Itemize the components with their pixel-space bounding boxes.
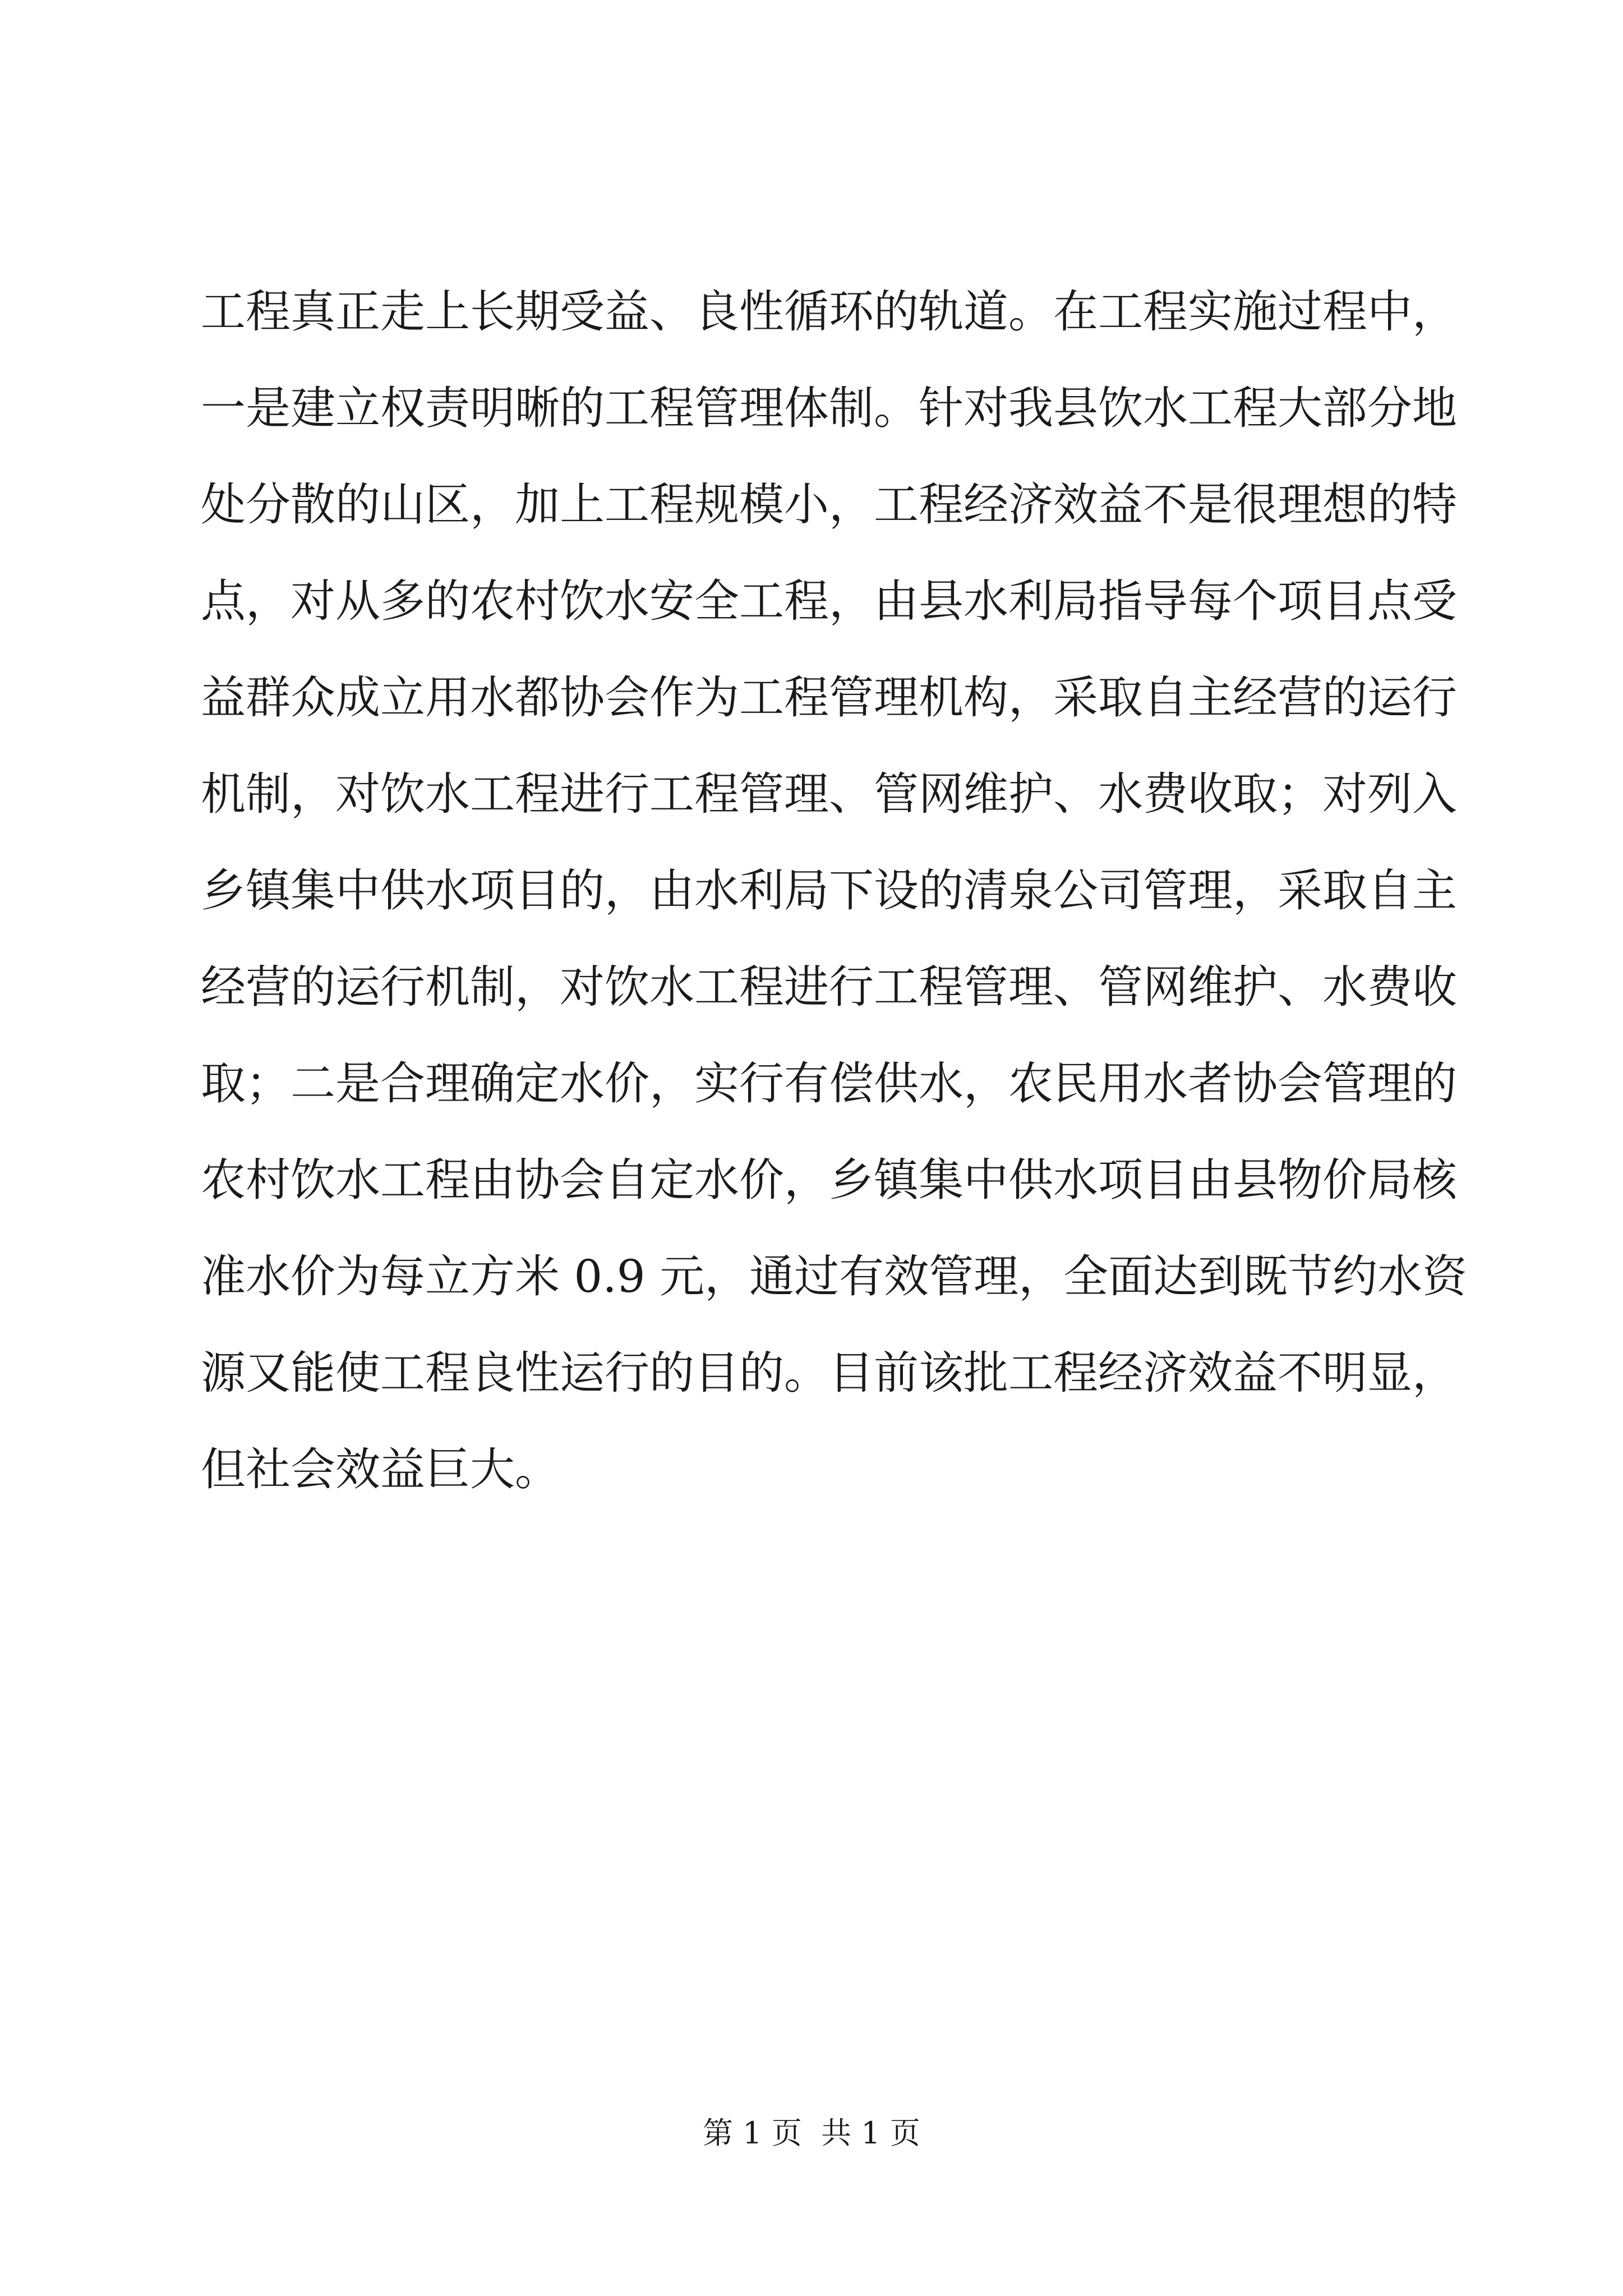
text-line: 处分散的山区，加上工程规模小，工程经济效益不是很理想的特 [201,478,1457,531]
text-line: 乡镇集中供水项目的，由水利局下设的清泉公司管理，采取自主 [201,864,1457,917]
page-number-footer: 第 1 页 共 1 页 [703,2115,920,2151]
text-line: 机制，对饮水工程进行工程管理、管网维护、水费收取；对列入 [201,768,1457,820]
text-line: 农村饮水工程由协会自定水价，乡镇集中供水项目由县物价局核 [201,1154,1457,1206]
text-line: 工程真正走上长期受益、良性循环的轨道。在工程实施过程中， [201,286,1457,338]
text-line: 取；二是合理确定水价，实行有偿供水，农民用水者协会管理的 [201,1057,1457,1110]
body-paragraph [201,264,1468,1518]
text-line: 经营的运行机制，对饮水工程进行工程管理、管网维护、水费收 [201,961,1457,1013]
text-line: 点，对从多的农村饮水安全工程，由县水利局指导每个项目点受 [201,575,1457,627]
text-line: 准水价为每立方米 0.9 元，通过有效管理，全面达到既节约水资 [201,1250,1468,1303]
text-line: 益群众成立用水都协会作为工程管理机构，采取自主经营的运行 [201,671,1457,724]
text-line: 但社会效益巨大。 [201,1443,560,1496]
text-line: 一是建立权责明晰的工程管理体制。针对我县饮水工程大部分地 [201,382,1457,434]
text-line: 源又能使工程良性运行的目的。目前该批工程经济效益不明显， [201,1347,1457,1399]
